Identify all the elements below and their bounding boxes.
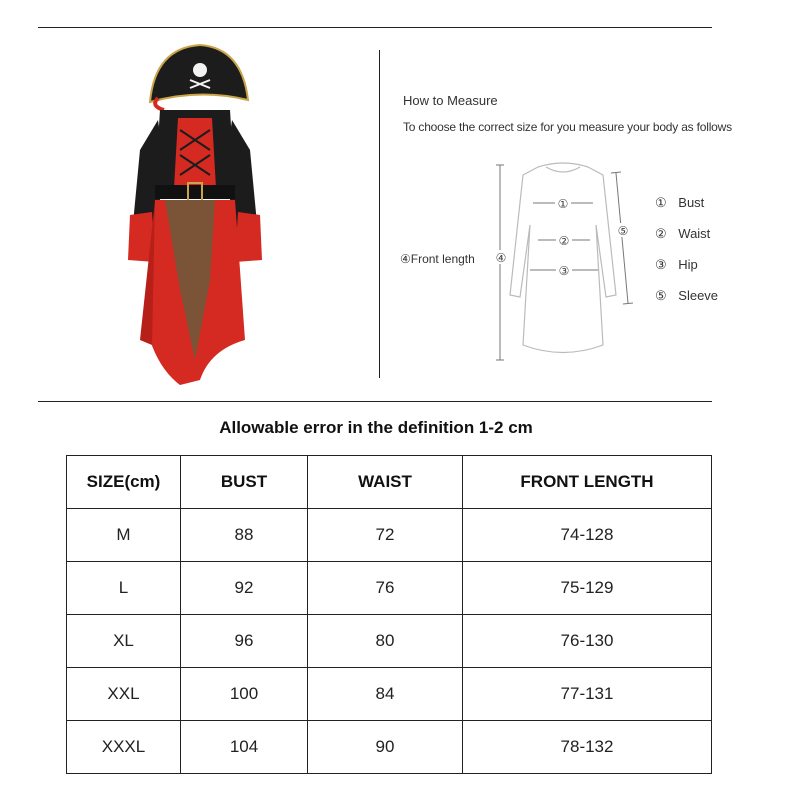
cell-waist: 90 bbox=[308, 721, 463, 774]
cell-front-length: 75-129 bbox=[463, 562, 712, 615]
middle-divider bbox=[38, 401, 712, 402]
mark-hip: ③ bbox=[558, 264, 570, 278]
header-bust: BUST bbox=[181, 456, 308, 509]
top-divider bbox=[38, 27, 712, 28]
mark-waist: ② bbox=[558, 234, 570, 248]
allowable-error-note: Allowable error in the definition 1-2 cm bbox=[219, 418, 533, 437]
table-header-row bbox=[67, 456, 712, 509]
cell-waist: 84 bbox=[308, 668, 463, 721]
legend-item-hip bbox=[655, 257, 698, 273]
legend-label: Bust bbox=[678, 195, 705, 210]
legend-item-sleeve bbox=[655, 288, 718, 304]
legend-number: ① bbox=[655, 195, 667, 210]
header-size: SIZE(cm) bbox=[67, 456, 181, 509]
legend-number: ② bbox=[655, 226, 667, 241]
table-row bbox=[67, 668, 712, 721]
cell-size: L bbox=[67, 562, 181, 615]
cell-bust: 96 bbox=[181, 615, 308, 668]
legend-number: ③ bbox=[655, 257, 667, 272]
size-chart-table bbox=[66, 455, 712, 774]
cell-size: M bbox=[67, 509, 181, 562]
legend-item-waist bbox=[655, 226, 710, 242]
cell-size: XXXL bbox=[67, 721, 181, 774]
cell-front-length: 78-132 bbox=[463, 721, 712, 774]
cell-bust: 92 bbox=[181, 562, 308, 615]
cell-front-length: 74-128 bbox=[463, 509, 712, 562]
mark-front-length: ④ bbox=[495, 251, 507, 265]
cell-bust: 88 bbox=[181, 509, 308, 562]
cell-waist: 76 bbox=[308, 562, 463, 615]
how-to-measure-subtitle: To choose the correct size for you measure your body as follows bbox=[403, 120, 732, 134]
mark-sleeve: ⑤ bbox=[617, 224, 629, 238]
legend-label: Sleeve bbox=[678, 288, 719, 303]
table-row bbox=[67, 509, 712, 562]
cell-waist: 72 bbox=[308, 509, 463, 562]
legend-number: ⑤ bbox=[655, 288, 667, 303]
cell-bust: 104 bbox=[181, 721, 308, 774]
header-waist: WAIST bbox=[308, 456, 463, 509]
table-row bbox=[67, 615, 712, 668]
how-to-measure-title: How to Measure bbox=[403, 93, 498, 108]
cell-waist: 80 bbox=[308, 615, 463, 668]
cell-front-length: 77-131 bbox=[463, 668, 712, 721]
vertical-divider bbox=[379, 50, 380, 378]
header-front-length: FRONT LENGTH bbox=[463, 456, 712, 509]
cell-front-length: 76-130 bbox=[463, 615, 712, 668]
table-row bbox=[67, 562, 712, 615]
legend-item-bust bbox=[655, 195, 704, 211]
legend-label: Waist bbox=[678, 226, 711, 241]
legend-label: Hip bbox=[678, 257, 698, 272]
cell-bust: 100 bbox=[181, 668, 308, 721]
cell-size: XL bbox=[67, 615, 181, 668]
cell-size: XXL bbox=[67, 668, 181, 721]
mark-bust: ① bbox=[557, 197, 569, 211]
pirate-costume-image bbox=[120, 40, 270, 390]
table-row bbox=[67, 721, 712, 774]
front-length-label: ④Front length bbox=[400, 252, 475, 266]
